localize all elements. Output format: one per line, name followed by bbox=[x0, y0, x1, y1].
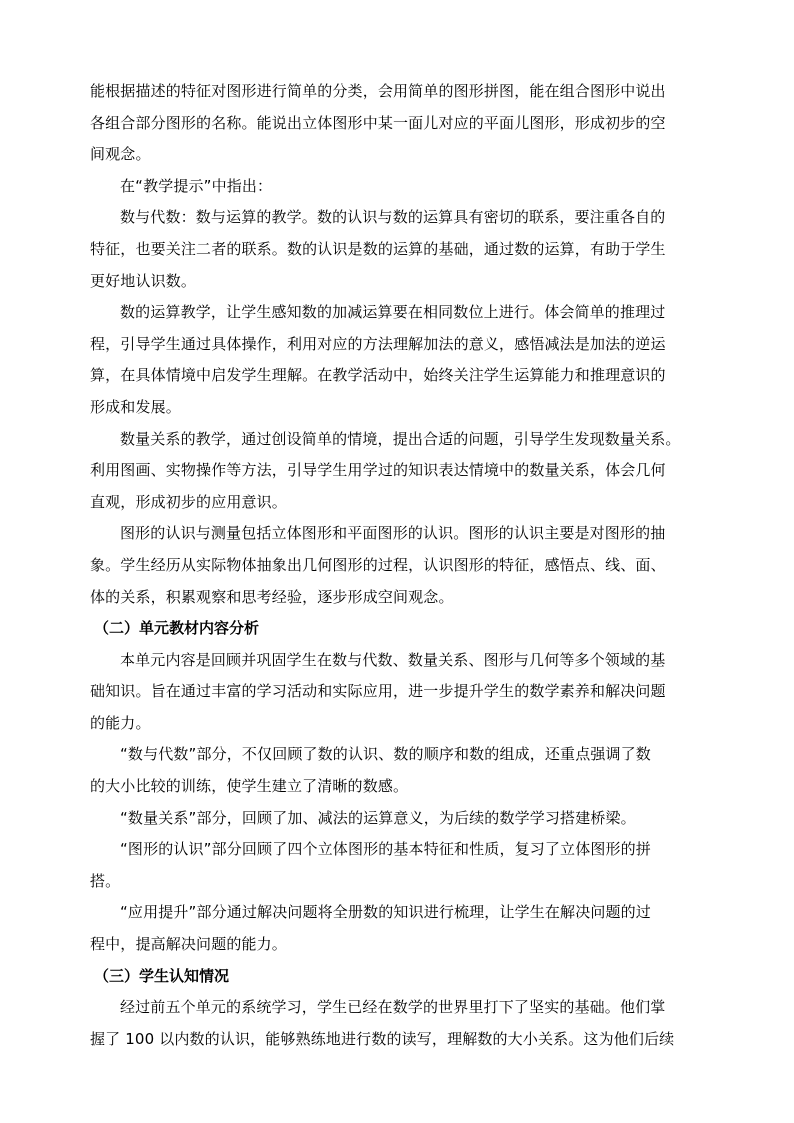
document-body bbox=[90, 76, 710, 1055]
paragraph-line: 间观念。 bbox=[90, 145, 151, 164]
paragraph-line: 利用图画、实物操作等方法，引导学生用学过的知识表达情境中的数量关系，体会几何 bbox=[90, 461, 666, 480]
paragraph-first-line: “数与代数”部分，不仅回顾了数的认识、数的顺序和数的组成，还重点强调了数 bbox=[120, 745, 651, 764]
paragraph-line: 础知识。旨在通过丰富的学习活动和实际应用，进一步提升学生的数学素养和解决问题 bbox=[90, 682, 666, 701]
paragraph-first-line: 数量关系的教学，通过创设简单的情境，提出合适的问题，引导学生发现数量关系。 bbox=[120, 429, 681, 448]
section-heading: （二）单元教材内容分析 bbox=[94, 619, 260, 638]
paragraph-line: 象。学生经历从实际物体抽象出几何图形的过程，认识图形的特征，感悟点、线、面、 bbox=[90, 555, 666, 574]
paragraph-line: 的大小比较的训练，使学生建立了清晰的数感。 bbox=[90, 777, 409, 796]
paragraph-first-line: 数的运算教学，让学生感知数的加减运算要在相同数位上进行。体会简单的推理过 bbox=[120, 303, 666, 322]
paragraph-first-line: 经过前五个单元的系统学习，学生已经在数学的世界里打下了坚实的基础。他们掌 bbox=[120, 998, 666, 1017]
paragraph-first-line: “应用提升”部分通过解决问题将全册数的知识进行梳理，让学生在解决问题的过 bbox=[120, 903, 651, 922]
paragraph-line: 更好地认识数。 bbox=[90, 271, 197, 290]
paragraph-first-line: 数与代数：数与运算的教学。数的认识与数的运算具有密切的联系，要注重各自的 bbox=[120, 208, 666, 227]
paragraph-first-line: “数量关系”部分，回顾了加、减法的运算意义，为后续的数学学习搭建桥梁。 bbox=[120, 808, 636, 827]
paragraph-line: 算，在具体情境中启发学生理解。在教学活动中，始终关注学生运算能力和推理意识的 bbox=[90, 366, 666, 385]
paragraph-line: 程，引导学生通过具体操作，利用对应的方法理解加法的意义，感悟减法是加法的逆运 bbox=[90, 334, 666, 353]
paragraph-line: 程中，提高解决问题的能力。 bbox=[90, 935, 287, 954]
paragraph-line: 体的关系，积累观察和思考经验，逐步形成空间观念。 bbox=[90, 587, 454, 606]
paragraph-line: 各组合部分图形的名称。能说出立体图形中某一面儿对应的平面儿图形，形成初步的空 bbox=[90, 113, 666, 132]
section-heading: （三）学生认知情况 bbox=[94, 966, 230, 985]
paragraph-first-line: 在“教学提示”中指出： bbox=[120, 176, 273, 195]
paragraph-line: 握了 100 以内数的认识，能够熟练地进行数的读写，理解数的大小关系。这为他们后续 bbox=[90, 1029, 675, 1048]
paragraph-first-line: “图形的认识”部分回顾了四个立体图形的基本特征和性质，复习了立体图形的拼 bbox=[120, 840, 651, 859]
paragraph-line: 的能力。 bbox=[90, 713, 151, 732]
paragraph-line: 特征，也要关注二者的联系。数的认识是数的运算的基础，通过数的运算，有助于学生 bbox=[90, 239, 666, 258]
paragraph-first-line: 能根据描述的特征对图形进行简单的分类，会用简单的图形拼图，能在组合图形中说出 bbox=[90, 82, 666, 100]
paragraph-line: 形成和发展。 bbox=[90, 397, 181, 416]
paragraph-first-line: 本单元内容是回顾并巩固学生在数与代数、数量关系、图形与几何等多个领域的基 bbox=[120, 650, 666, 669]
paragraph-line: 直观，形成初步的应用意识。 bbox=[90, 492, 287, 511]
paragraph-first-line: 图形的认识与测量包括立体图形和平面图形的认识。图形的认识主要是对图形的抽 bbox=[120, 524, 666, 543]
paragraph-line: 搭。 bbox=[90, 871, 121, 890]
